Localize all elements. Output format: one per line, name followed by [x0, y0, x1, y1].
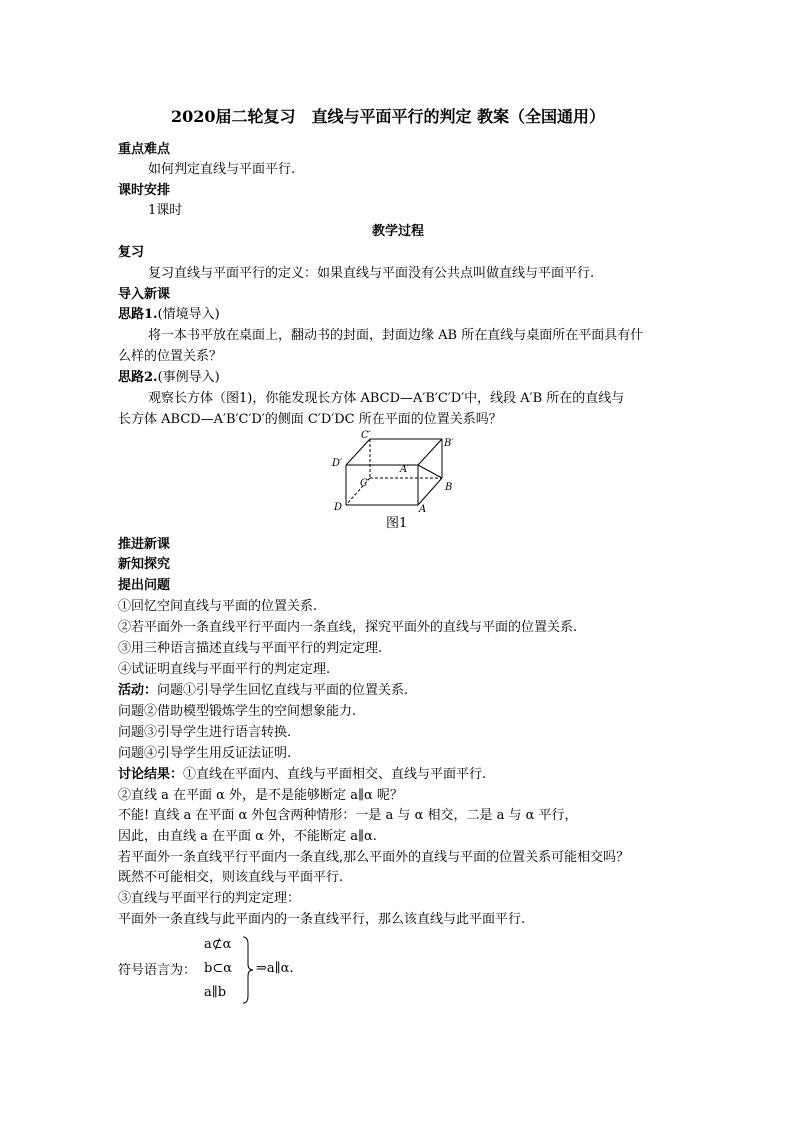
symbol-result: ⇒a∥α. — [256, 961, 294, 976]
right-brace — [242, 936, 254, 1004]
symbol-label: 符号语言为： — [118, 963, 197, 978]
label-c: C — [360, 478, 368, 489]
idea2-tag: (事例导入) — [157, 370, 220, 385]
label-a-prime: A′ — [400, 464, 410, 475]
idea2-label: 思路2. — [118, 370, 158, 385]
edge-a-b — [418, 478, 442, 505]
question-1: ①回忆空间直线与平面的位置关系. — [118, 599, 318, 614]
figure-caption: 图1 — [386, 516, 408, 531]
heading-advance: 推进新课 — [118, 537, 171, 552]
question-4: ④试证明直线与平面平行的判定定理. — [118, 662, 331, 677]
heading-key-points: 重点难点 — [118, 142, 171, 157]
activity-text-4: 问题④引导学生用反证法证明. — [118, 746, 292, 761]
label-a: A — [419, 504, 427, 514]
label-b-prime: B′ — [444, 438, 454, 449]
discussion-text-3: 不能! 直线 a 在平面 α 外包含两种情形：一是 a 与 α 相交，二是 a 与 α 平行， — [118, 808, 578, 823]
segment-aprime-b — [418, 465, 442, 478]
edge-cprime-dprime — [346, 439, 370, 465]
activity-label: 活动： — [118, 683, 158, 698]
document-title: 2020届二轮复习 直线与平面平行的判定 教案（全国通用） — [170, 107, 606, 126]
symbol-condition-2: b⊂α — [204, 961, 232, 976]
idea1-label: 思路1. — [118, 307, 158, 322]
prism-figure — [330, 428, 480, 514]
idea1-text-1: 将一本书平放在桌面上，翻动书的封面，封面边缘 AB 所在直线与桌面所在平面具有什 — [148, 328, 644, 343]
text-schedule: 1课时 — [148, 203, 183, 218]
activity-text-2: 问题②借助模型锻炼学生的空间想象能力. — [118, 704, 357, 719]
text-key-points: 如何判定直线与平面平行. — [148, 162, 296, 177]
discussion-text-1: ①直线在平面内、直线与平面相交、直线与平面平行. — [183, 767, 487, 782]
discussion-text-6: 既然不可能相交，则该直线与平面平行. — [118, 870, 344, 885]
theorem-text: 平面外一条直线与此平面内的一条直线平行，那么该直线与此平面平行. — [118, 912, 526, 927]
question-2: ②若平面外一条直线平行平面内一条直线，探究平面外的直线与平面的位置关系. — [118, 620, 578, 635]
label-c-prime: C′ — [361, 430, 371, 441]
symbol-condition-1: a⊄α — [204, 937, 232, 952]
question-3: ③用三种语言描述直线与平面平行的判定定理. — [118, 641, 383, 656]
discussion-text-4: 因此，由直线 a 在平面 α 外，不能断定 a∥α. — [118, 829, 377, 844]
edge-bprime-aprime — [418, 439, 442, 465]
activity-text-3: 问题③引导学生进行语言转换. — [118, 725, 292, 740]
idea1-tag: (情境导入) — [157, 307, 220, 322]
discussion-text-2: ②直线 a 在平面 α 外，是不是能够断定 a∥α 呢？ — [118, 788, 403, 803]
idea2-text-1: 观察长方体（图1)，你能发现长方体 ABCD—A′B′C′D′中，线段 A′B 所在的直线与 — [148, 391, 625, 406]
discussion-label: 讨论结果： — [118, 767, 184, 782]
idea1-text-2: 么样的位置关系？ — [118, 349, 223, 364]
idea1-line — [118, 305, 220, 325]
label-d-prime: D′ — [332, 458, 343, 469]
heading-explore: 新知探究 — [118, 557, 171, 572]
symbol-condition-3: a∥b — [204, 985, 227, 1000]
theorem-heading: ③直线与平面平行的判定定理： — [118, 891, 301, 906]
label-d: D — [334, 502, 343, 513]
heading-process: 教学过程 — [371, 224, 424, 239]
activity-line-1 — [118, 681, 408, 701]
activity-text-1: 问题①引导学生回忆直线与平面的位置关系. — [157, 683, 409, 698]
text-review: 复习直线与平面平行的定义：如果直线与平面没有公共点叫做直线与平面平行. — [148, 266, 595, 281]
heading-intro: 导入新课 — [118, 287, 171, 302]
heading-questions: 提出问题 — [118, 578, 171, 593]
heading-review: 复习 — [118, 245, 145, 260]
heading-schedule: 课时安排 — [118, 183, 171, 198]
idea2-text-2: 长方体 ABCD—A′B′C′D′的侧面 C′D′DC 所在平面的位置关系吗？ — [118, 412, 502, 427]
discussion-line-1 — [118, 765, 486, 785]
label-b: B — [445, 482, 453, 493]
discussion-text-5: 若平面外一条直线平行平面内一条直线,那么平面外的直线与平面的位置关系可能相交吗？ — [118, 850, 630, 865]
idea2-line — [118, 368, 220, 388]
